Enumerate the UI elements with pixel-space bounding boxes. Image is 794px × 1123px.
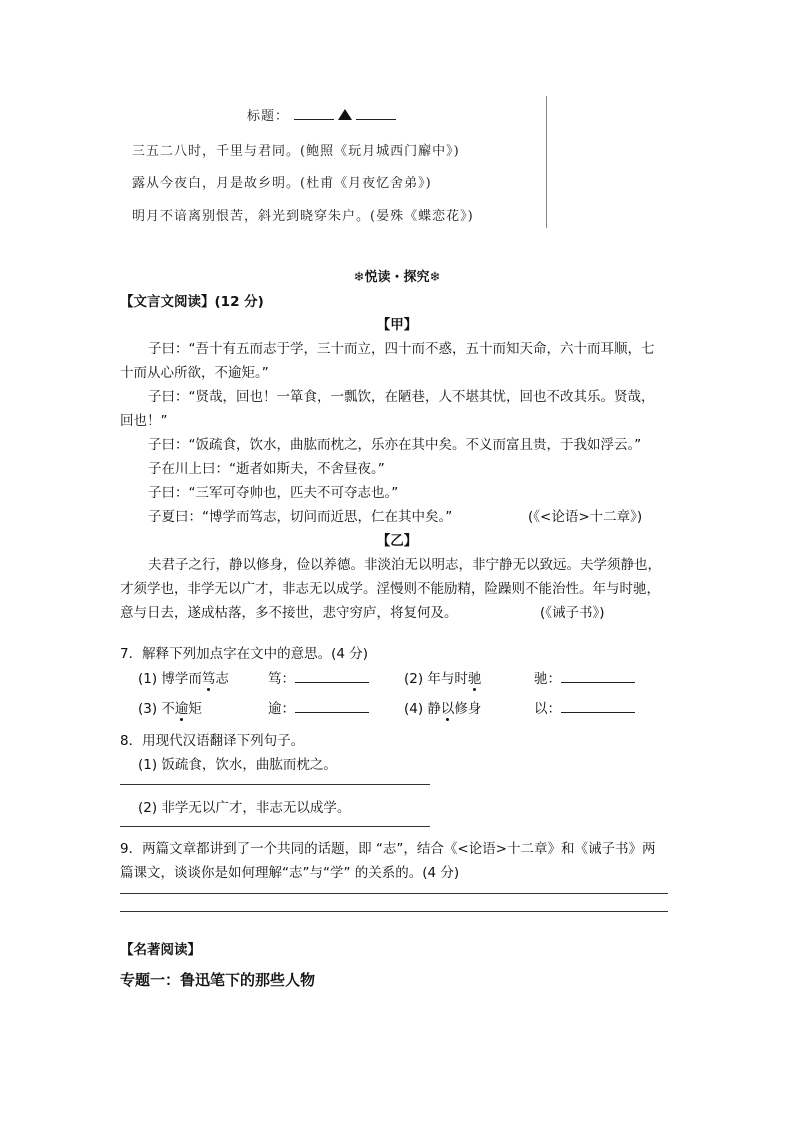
jia-p6: 子夏曰：“博学而笃志，切问而近思，仁在其中矣。” <box>148 509 453 525</box>
yi-line-1: 夫君子之行，静以修身，俭以养德。非淡泊无以明志，非宁静无以致远。夫学须静也， <box>148 557 661 573</box>
yi-source: (《诫子书》) <box>540 605 605 621</box>
q9-line-1: 9．两篇文章都讲到了一个共同的话题，即 “志”，结合《<论语>十二章》和《诫子书》两 <box>120 841 656 857</box>
q7-item-dotted-char: 驰 <box>467 671 482 687</box>
jia-p1-line1: 子曰：“吾十有五而志于学，三十而立，四十而不惑，五十而知天命，六十而耳顺，七 <box>148 341 655 357</box>
q7-item-num: (4) <box>404 701 424 717</box>
q7-item-pre: 静 <box>427 701 441 717</box>
q7-stem: 7．解释下列加点字在文中的意思。(4 分) <box>120 646 369 662</box>
q7-item-1 <box>138 667 229 687</box>
answer-line[interactable] <box>120 784 430 785</box>
jia-source: (《<论语>十二章》) <box>528 509 643 525</box>
yi-line-3: 意与日去，遂成枯落，多不接世，悲守穷庐，将复何及。 <box>120 605 458 621</box>
jia-p2-line1: 子曰：“贤哉，回也！一箪食，一瓢饮，在陋巷，人不堪其忧，回也不改其乐。贤哉， <box>148 389 655 405</box>
classical-header: 【文言文阅读】(12 分) <box>120 294 264 310</box>
poem-line-3: 明月不谙离别恨苦，斜光到晓穿朱户。(晏殊《蝶恋花》) <box>132 209 474 224</box>
poem-box-divider <box>546 96 547 228</box>
q7-item-pre: 博学而 <box>161 671 202 687</box>
answer-blank[interactable] <box>295 712 369 713</box>
yi-line-2: 才须学也，非学无以广才，非志无以成学。淫慢则不能励精，险躁则不能治性。年与时驰， <box>120 581 660 597</box>
q7-item-num: (2) <box>404 671 424 687</box>
q7-answer-key: 以： <box>534 701 561 717</box>
q7-item-2 <box>404 667 481 687</box>
q7-item-num: (3) <box>138 701 158 717</box>
q7-item-4 <box>404 697 481 717</box>
q7-answer-1 <box>268 667 369 687</box>
jia-p4: 子在川上曰：“逝者如斯夫，不舍昼夜。” <box>148 461 385 477</box>
jia-p5: 子曰：“三军可夺帅也，匹夫不可夺志也。” <box>148 485 399 501</box>
answer-line[interactable] <box>120 826 430 827</box>
q8-stem: 8．用现代汉语翻译下列句子。 <box>120 733 305 749</box>
poem-title-blank-left <box>294 119 334 120</box>
answer-line[interactable] <box>120 893 668 894</box>
answer-blank[interactable] <box>295 682 369 683</box>
jia-p1-line2: 十而从心所欲，不逾矩。” <box>120 365 269 381</box>
poem-title-label: 标题： <box>247 109 290 124</box>
q8-sentence-2: (2) 非学无以广才，非志无以成学。 <box>138 800 351 816</box>
q7-item-post: 修身 <box>454 701 482 717</box>
q7-answer-2 <box>534 667 635 687</box>
jia-label: 【甲】 <box>376 317 418 333</box>
q9-line-2: 篇课文，谈谈你是如何理解“志”与“学” 的关系的。(4 分) <box>120 865 460 881</box>
poem-title-blank-right <box>356 119 396 120</box>
triangle-icon <box>338 109 352 120</box>
q7-item-dotted-char: 逾 <box>174 701 189 717</box>
poem-title-row <box>247 105 396 124</box>
q8-sentence-1: (1) 饭疏食，饮水，曲肱而枕之。 <box>138 757 337 773</box>
yi-label: 【乙】 <box>376 533 418 549</box>
answer-line[interactable] <box>120 911 668 912</box>
jia-p2-line2: 回也！” <box>120 413 168 429</box>
q7-answer-key: 逾： <box>268 701 295 717</box>
q7-answer-3 <box>268 697 369 717</box>
q7-answer-4 <box>534 697 635 717</box>
jia-p3: 子曰：“饭疏食，饮水，曲肱而枕之，乐亦在其中矣。不义而富且贵，于我如浮云。” <box>148 437 642 453</box>
famous-topic: 专题一：鲁迅笔下的那些人物 <box>120 971 316 989</box>
famous-header: 【名著阅读】 <box>120 942 201 958</box>
q7-item-num: (1) <box>138 671 158 687</box>
q7-item-pre: 年与时 <box>427 671 468 687</box>
q7-item-dotted-char: 笃 <box>201 671 216 687</box>
q7-item-3 <box>138 697 202 717</box>
answer-blank[interactable] <box>561 712 635 713</box>
q7-item-dotted-char: 以 <box>440 701 455 717</box>
q7-answer-key: 驰： <box>534 671 561 687</box>
q7-item-post: 志 <box>215 671 229 687</box>
section-title: ❄悦读・探究❄ <box>353 270 441 285</box>
q7-item-post: 矩 <box>188 701 202 717</box>
poem-line-2: 露从今夜白，月是故乡明。(杜甫《月夜忆舍弟》) <box>132 176 432 191</box>
answer-blank[interactable] <box>561 682 635 683</box>
q7-item-pre: 不 <box>161 701 175 717</box>
q7-answer-key: 笃： <box>268 671 295 687</box>
poem-line-1: 三五二八时，千里与君同。(鲍照《玩月城西门廨中》) <box>132 144 460 159</box>
